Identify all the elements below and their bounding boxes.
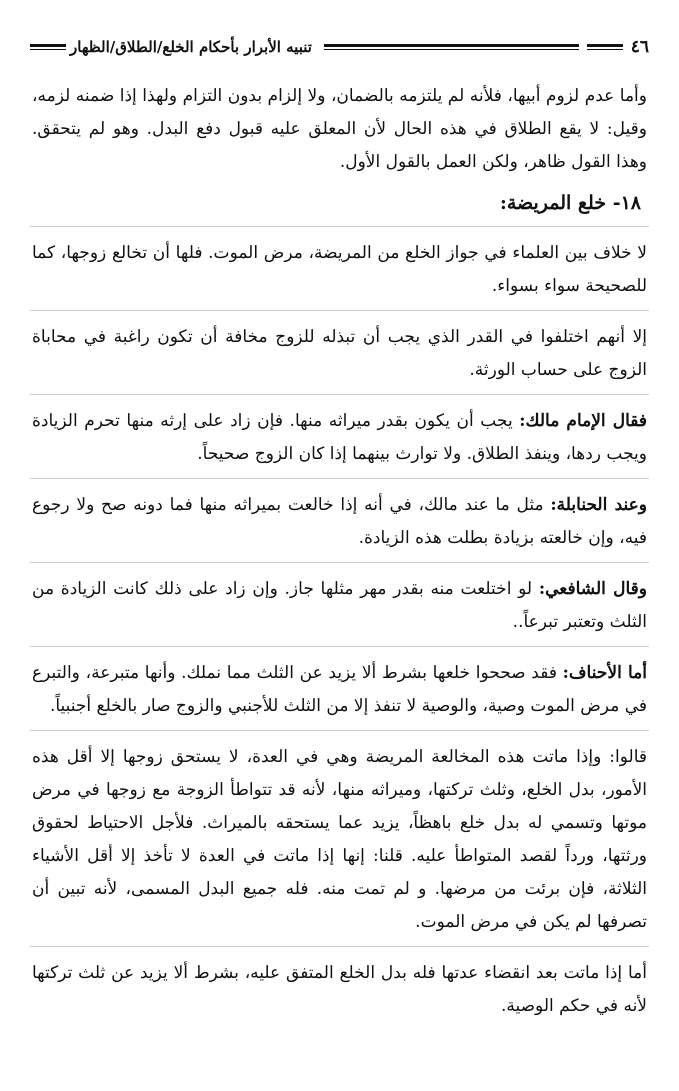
paragraph-text: لا خلاف بين العلماء في جواز الخلع من المريضة، مرض الموت. فلها أن تخالع زوجها، كما للصحيحة سواء بسواء. [32, 243, 647, 296]
paragraph-hanbali [30, 489, 649, 555]
header-rule-right [587, 44, 623, 50]
running-title: تنبيه الأبرار بأحكام الخلع/الطلاق/الظهار [70, 38, 312, 56]
paragraph-lead: وقال الشافعي: [538, 579, 647, 599]
paragraph-maliki [30, 405, 649, 471]
paragraph-lead: وعند الحنابلة: [550, 495, 647, 515]
paragraph-text [32, 405, 647, 471]
paragraph-body: فقد صححوا خلعها بشرط ألا يزيد عن الثلث مما نملك. وأنها متبرعة، والتبرع في مرض الموت وصية، والوصية لا تنفذ إلا من الثلث للأجنبي والزوج صار بالخلع أجنبياً. [32, 663, 647, 716]
paragraph-2 [30, 237, 649, 303]
header-rule-left [30, 44, 66, 50]
page-header [30, 36, 649, 58]
paragraph-8 [30, 741, 649, 939]
section-heading: ١٨- خلع المريضة: [499, 192, 641, 214]
paragraph-text: إلا أنهم اختلفوا في القدر الذي يجب أن تبذله للزوج مخافة أن تكون راغبة في محاباة الزوج على حساب الورثة. [32, 327, 647, 380]
paragraph-lead: فقال الإمام مالك: [519, 411, 647, 431]
paragraph-body: مثل ما عند مالك، في أنه إذا خالعت بميراثه منها فما دونه صح ولا رجوع فيه، وإن خالعته بزيادة بطلت هذه الزيادة. [32, 495, 647, 548]
divider [30, 946, 649, 947]
divider [30, 394, 649, 395]
paragraph-text: قالوا: وإذا ماتت هذه المخالعة المريضة وهي في العدة، لا يستحق زوجها إلا أقل هذه الأمور، بدل الخلع، وثلث تركتها، وميراثه منها، لأنه قد تتواطأ الزوجة مع زوجها في مرض موتها وتسمي له بدل خلع باهظاً، يزيد عما يستحقه بالميراث. فلأجل الاحتياط لحقوق ورثتها، ورداً لقصد المتواطأ عليه. قلنا: إنها إذا ماتت في العدة لا تأخذ إلا أقل الأشياء الثلاثة، فإن برئت من مرضها. و لم تمت منه. فله جميع البدل المسمى، لأنه تبين أن تصرفها لم يكن في مرض الموت. [32, 747, 647, 932]
paragraph-hanafi [30, 657, 649, 723]
paragraph-9 [30, 957, 649, 1023]
paragraph-3 [30, 321, 649, 387]
paragraph-text: أما إذا ماتت بعد انقضاء عدتها فله بدل الخلع المتفق عليه، بشرط ألا يزيد عن ثلث تركتها لأنه في حكم الوصية. [32, 963, 647, 1016]
page-number: ٤٦ [630, 37, 649, 57]
paragraph-1 [30, 80, 649, 179]
divider [30, 226, 649, 227]
paragraph-text [32, 657, 647, 723]
divider [30, 478, 649, 479]
paragraph-text [32, 489, 647, 555]
divider [30, 562, 649, 563]
divider [30, 730, 649, 731]
paragraph-text: وأما عدم لزوم أبيها، فلأنه لم يلتزمه بالضمان، ولا إلزام بدون التزام ولهذا إذا ضمنه لزمه، وقيل: لا يقع الطلاق في هذه الحال لأن المعلق عليه قبول دفع البدل. وهو لم يتحقق. وهذا القول ظاهر، ولكن العمل بالقول الأول. [32, 86, 648, 172]
paragraph-shafii [30, 573, 649, 639]
divider [30, 310, 649, 311]
paragraph-lead: أما الأحناف: [562, 663, 648, 683]
divider [30, 646, 649, 647]
paragraph-body: يجب أن يكون بقدر ميراثه منها. فإن زاد على إرثه منها تحرم الزيادة ويجب ردها، وينفذ الطلاق. ولا توارث بينهما إذا كان الزوج صحيحاً. [32, 411, 647, 464]
paragraph-body: لو اختلعت منه بقدر مهر مثلها جاز. وإن زاد على ذلك كانت الزيادة من الثلث وتعتبر تبرعاً.. [32, 579, 647, 632]
paragraph-text [32, 573, 647, 639]
header-rule-middle [324, 44, 579, 50]
